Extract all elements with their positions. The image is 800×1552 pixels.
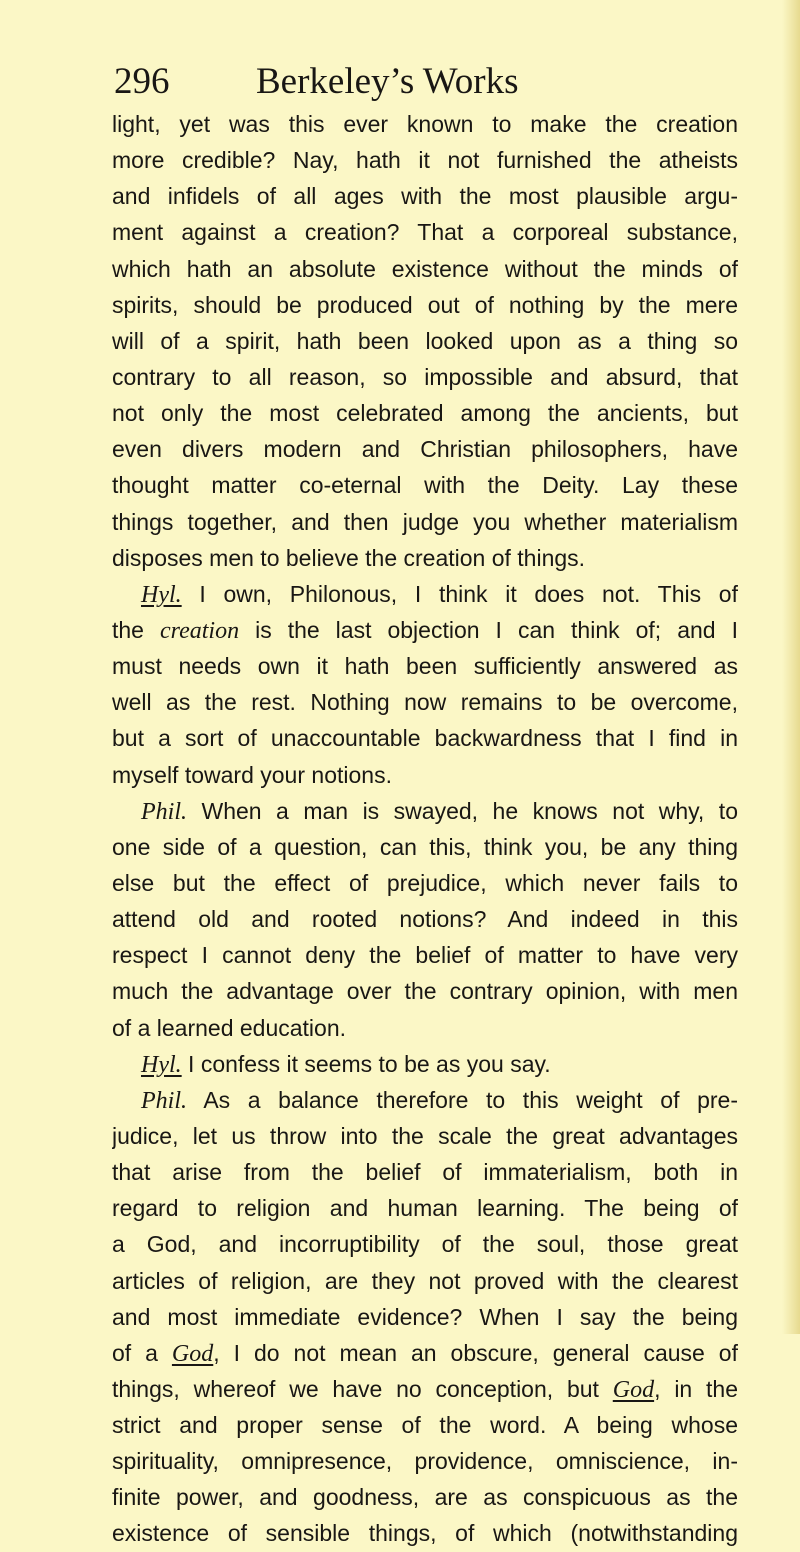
emphasis: God: [171, 1340, 214, 1367]
text-line: even divers modern and Christian philosophers, have: [112, 436, 738, 463]
page-edge-shading: [782, 0, 800, 1334]
text-line: a God, and incorruptibility of the soul, those great: [112, 1231, 738, 1258]
text-line: thought matter co-eternal with the Deity. Lay these: [112, 472, 738, 499]
text-line: regard to religion and human learning. The being of: [112, 1195, 738, 1222]
text-line: finite power, and goodness, are as conspicuous as the: [112, 1484, 738, 1511]
text-line: much the advantage over the contrary opinion, with men: [112, 978, 738, 1005]
text-line: of a God, I do not mean an obscure, general cause of: [112, 1339, 738, 1367]
text-line-speaker: Phil. When a man is swayed, he knows not why, to: [141, 797, 738, 825]
page-number: 296: [114, 61, 170, 102]
text-line: respect I cannot deny the belief of matter to have very: [112, 942, 738, 969]
text-line: contrary to all reason, so impossible and absurd, that: [112, 363, 738, 390]
text-line: spirituality, omnipresence, providence, omniscience, in-: [112, 1448, 738, 1475]
text-line: one side of a question, can this, think you, be any thing: [112, 833, 738, 860]
text-line: strict and proper sense of the word. A being whose: [112, 1412, 738, 1439]
emphasis: creation: [159, 617, 240, 644]
text-line: must needs own it hath been sufficiently answered as: [112, 653, 738, 680]
text-line: of a learned education.: [112, 1014, 347, 1041]
text-line: articles of religion, are they not proved with the clearest: [112, 1267, 738, 1294]
speaker-label: Hyl.: [141, 581, 182, 608]
text-line: well as the rest. Nothing now remains to be overcome,: [112, 689, 738, 716]
text-line: things, whereof we have no conception, but God, in the: [112, 1375, 738, 1403]
text-line-speaker: Phil. As a balance therefore to this weight of pre-: [141, 1086, 738, 1114]
text-line: and most immediate evidence? When I say the being: [112, 1303, 738, 1330]
text-line: disposes men to believe the creation of things.: [112, 544, 586, 571]
text-line: attend old and rooted notions? And indeed in this: [112, 906, 738, 933]
text-line: and infidels of all ages with the most plausible argu-: [112, 183, 738, 210]
text-line: light, yet was this ever known to make the creation: [112, 111, 738, 137]
text-line: that arise from the belief of immaterialism, both in: [112, 1159, 738, 1186]
running-title: Berkeley’s Works: [256, 61, 519, 102]
speaker-label: Phil.: [141, 1087, 187, 1114]
text-line: things together, and then judge you whether materialism: [112, 508, 738, 535]
text-line: which hath an absolute existence without the minds of: [112, 255, 738, 282]
text-line: will of a spirit, hath been looked upon as a thing so: [112, 327, 738, 354]
text-line: existence of sensible things, of which (notwithstanding: [112, 1520, 738, 1547]
emphasis: God: [612, 1376, 655, 1403]
text-line: the creation is the last objection I can think of; and I: [112, 616, 738, 644]
speaker-label: Hyl.: [141, 1051, 182, 1078]
text-line-speaker: Hyl. I confess it seems to be as you say.: [141, 1050, 551, 1078]
text-line: myself toward your notions.: [112, 761, 392, 788]
text-line: judice, let us throw into the scale the great advantages: [112, 1122, 738, 1149]
text-line-speaker: Hyl. I own, Philonous, I think it does not. This of: [141, 580, 738, 608]
text-line: not only the most celebrated among the ancients, but: [112, 400, 738, 427]
speaker-label: Phil.: [141, 798, 187, 825]
text-line: but a sort of unaccountable backwardness that I find in: [112, 725, 738, 752]
running-header: [114, 58, 574, 106]
text-line: ment against a creation? That a corporeal substance,: [112, 219, 738, 246]
text-line: spirits, should be produced out of nothing by the mere: [112, 291, 738, 318]
body-text: [112, 106, 738, 1552]
text-line: else but the effect of prejudice, which never fails to: [112, 869, 738, 896]
text-line: more credible? Nay, hath it not furnished the atheists: [112, 147, 738, 174]
